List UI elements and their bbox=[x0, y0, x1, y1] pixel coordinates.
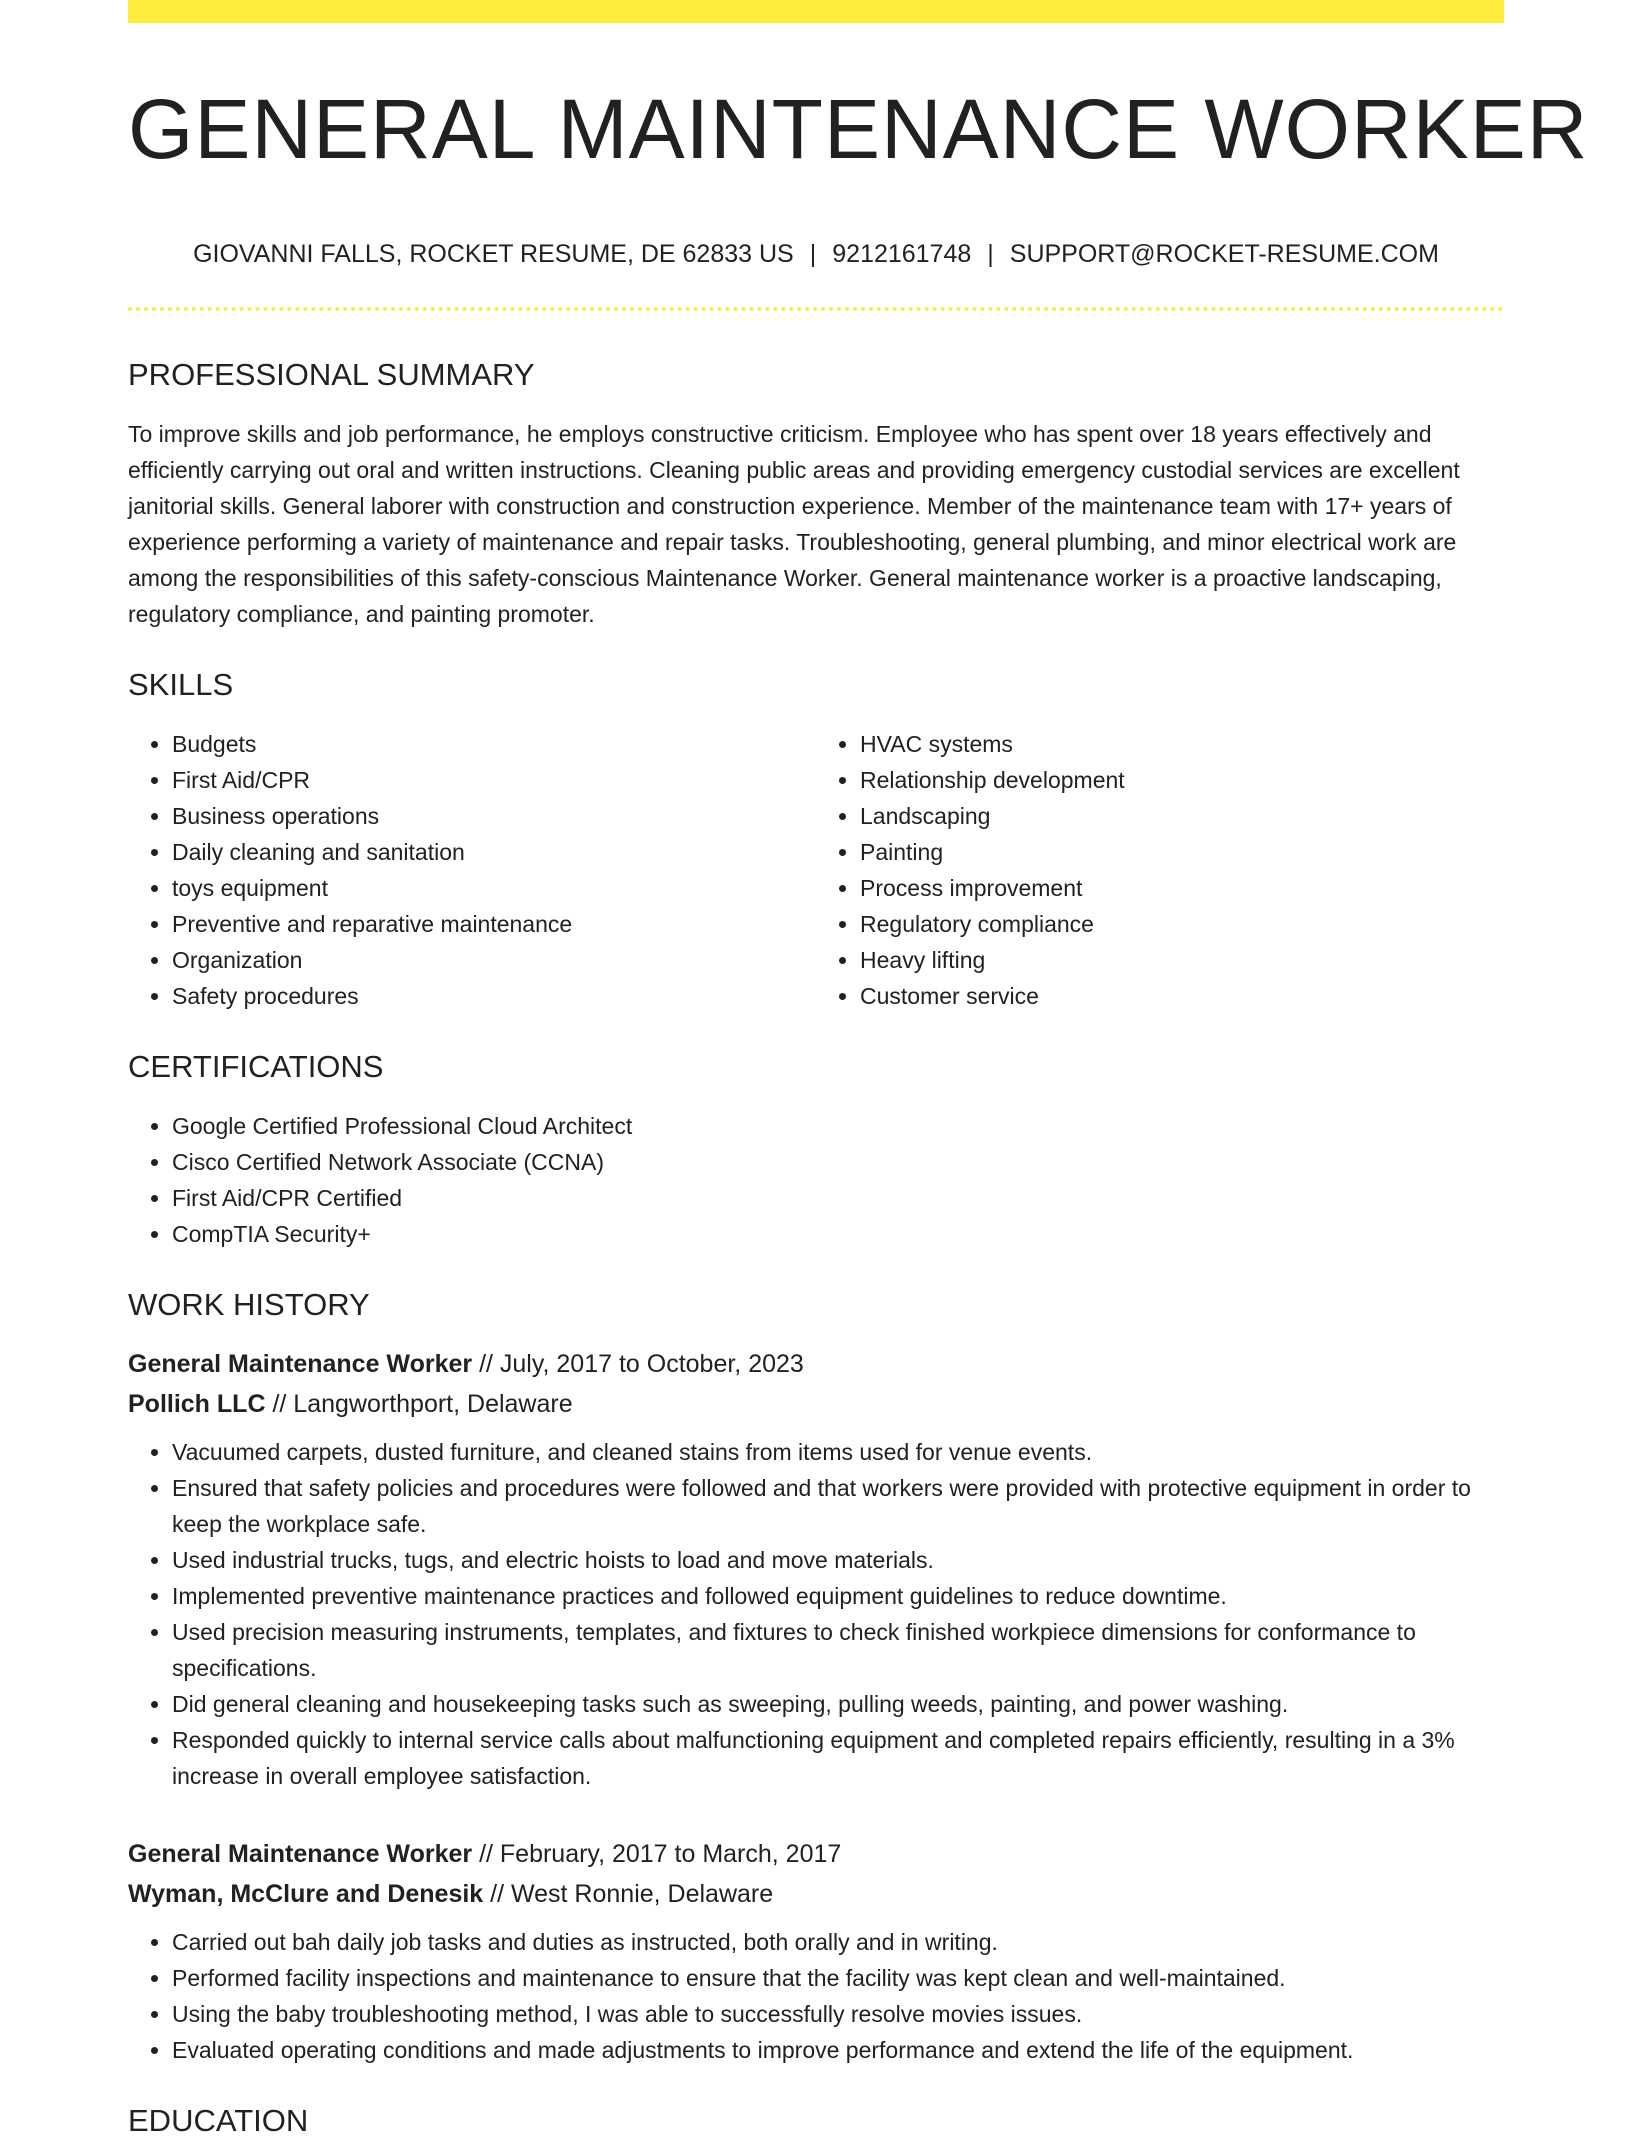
job-dates: // July, 2017 to October, 2023 bbox=[479, 1350, 804, 1378]
skill-item: • Daily cleaning and sanitation bbox=[172, 834, 816, 870]
job-bullet: • Used industrial trucks, tugs, and electric hoists to load and move materials. bbox=[172, 1542, 1504, 1578]
job-bullet: • Using the baby troubleshooting method, I was able to successfully resolve movies issues. bbox=[172, 1996, 1504, 2032]
job-title: General Maintenance Worker bbox=[128, 1840, 473, 1868]
certification-item: • Cisco Certified Network Associate (CCNA) bbox=[172, 1144, 1504, 1180]
education-section bbox=[128, 2096, 1504, 2146]
resume-content bbox=[128, 350, 1504, 2146]
dotted-divider bbox=[128, 307, 1504, 311]
skills-list-left bbox=[128, 726, 816, 1014]
skills-section bbox=[128, 660, 1504, 1042]
contact-separator: | bbox=[809, 240, 817, 268]
job-title-line bbox=[128, 1834, 1504, 1874]
skill-item: • toys equipment bbox=[172, 870, 816, 906]
job-bullets bbox=[128, 1434, 1504, 1794]
job-location: // Langworthport, Delaware bbox=[272, 1390, 573, 1418]
accent-top-bar bbox=[128, 0, 1504, 23]
job-company-line bbox=[128, 1874, 1504, 1914]
certifications-section bbox=[128, 1042, 1504, 1252]
job-title-line bbox=[128, 1344, 1504, 1384]
job-bullet: • Did general cleaning and housekeeping tasks such as sweeping, pulling weeds, painting, and power washing. bbox=[172, 1686, 1504, 1722]
contact-phone: 9212161748 bbox=[832, 240, 972, 268]
summary-section bbox=[128, 350, 1504, 632]
skills-grid bbox=[128, 710, 1504, 1042]
skill-item: • Customer service bbox=[860, 978, 1504, 1014]
skill-item: • Safety procedures bbox=[172, 978, 816, 1014]
section-heading-certifications: CERTIFICATIONS bbox=[128, 1049, 384, 1084]
skill-item: • Budgets bbox=[172, 726, 816, 762]
section-heading-work-history: WORK HISTORY bbox=[128, 1287, 370, 1322]
contact-separator: | bbox=[987, 240, 994, 268]
skill-item: • Landscaping bbox=[860, 798, 1504, 834]
job-title: General Maintenance Worker bbox=[128, 1350, 473, 1378]
section-heading-education: EDUCATION bbox=[128, 2103, 309, 2138]
certifications-list bbox=[128, 1108, 1504, 1252]
page-title: GENERAL MAINTENANCE WORKER bbox=[128, 82, 1589, 176]
job-company-line bbox=[128, 1384, 1504, 1424]
job-dates: // February, 2017 to March, 2017 bbox=[479, 1840, 842, 1868]
contact-line bbox=[128, 236, 1504, 272]
job-bullet: • Implemented preventive maintenance practices and followed equipment guidelines to reduce downtime. bbox=[172, 1578, 1504, 1614]
section-heading-skills: SKILLS bbox=[128, 667, 234, 702]
skill-item: • Business operations bbox=[172, 798, 816, 834]
skill-item: • Preventive and reparative maintenance bbox=[172, 906, 816, 942]
job-entry bbox=[128, 1344, 1504, 1794]
skill-item: • First Aid/CPR bbox=[172, 762, 816, 798]
certification-item: • CompTIA Security+ bbox=[172, 1216, 1504, 1252]
job-bullet: • Vacuumed carpets, dusted furniture, and cleaned stains from items used for venue events. bbox=[172, 1434, 1504, 1470]
skill-item: • Regulatory compliance bbox=[860, 906, 1504, 942]
job-bullet: • Used precision measuring instruments, templates, and fixtures to check finished workpiece dimensions for conformance to specifications. bbox=[172, 1614, 1504, 1686]
job-bullet: • Evaluated operating conditions and made adjustments to improve performance and extend the life of the equipment. bbox=[172, 2032, 1504, 2068]
certification-item: • Google Certified Professional Cloud Architect bbox=[172, 1108, 1504, 1144]
skill-item: • Relationship development bbox=[860, 762, 1504, 798]
certification-item: • First Aid/CPR Certified bbox=[172, 1180, 1504, 1216]
summary-text: To improve skills and job performance, he employs constructive criticism. Employee who has spent over 18 years effectively and efficiently carrying out oral and written instructions. Cleaning public areas and providing emergency custodial services are excellent janitorial skills. General laborer with construction and construction experience. Member of the maintenance team with 17+ years of experience performing a variety of maintenance and repair tasks. Troubleshooting, general plumbing, and minor electrical work are among the responsibilities of this safety-conscious Maintenance Worker. General maintenance worker is a proactive landscaping, regulatory compliance, and painting promoter. bbox=[128, 421, 1460, 627]
contact-email[interactable]: SUPPORT@ROCKET-RESUME.COM bbox=[1009, 240, 1439, 268]
contact-address: GIOVANNI FALLS, ROCKET RESUME, DE 62833 US bbox=[193, 240, 794, 268]
job-location: // West Ronnie, Delaware bbox=[490, 1880, 774, 1908]
skill-item: • Organization bbox=[172, 942, 816, 978]
job-bullet: • Carried out bah daily job tasks and duties as instructed, both orally and in writing. bbox=[172, 1924, 1504, 1960]
job-bullets bbox=[128, 1924, 1504, 2068]
skill-item: • Heavy lifting bbox=[860, 942, 1504, 978]
section-heading-summary: PROFESSIONAL SUMMARY bbox=[128, 357, 535, 392]
work-history-section bbox=[128, 1280, 1504, 2068]
skill-item: • Process improvement bbox=[860, 870, 1504, 906]
job-company: Pollich LLC bbox=[128, 1390, 266, 1418]
job-company: Wyman, McClure and Denesik bbox=[128, 1880, 484, 1908]
job-entry bbox=[128, 1834, 1504, 2068]
job-bullet: • Responded quickly to internal service calls about malfunctioning equipment and completed repairs efficiently, resulting in a 3% increase in overall employee satisfaction. bbox=[172, 1722, 1504, 1794]
skills-list-right bbox=[816, 726, 1504, 1014]
skill-item: • Painting bbox=[860, 834, 1504, 870]
job-bullet: • Performed facility inspections and maintenance to ensure that the facility was kept clean and well-maintained. bbox=[172, 1960, 1504, 1996]
skill-item: • HVAC systems bbox=[860, 726, 1504, 762]
job-bullet: • Ensured that safety policies and procedures were followed and that workers were provided with protective equipment in order to keep the workplace safe. bbox=[172, 1470, 1504, 1542]
